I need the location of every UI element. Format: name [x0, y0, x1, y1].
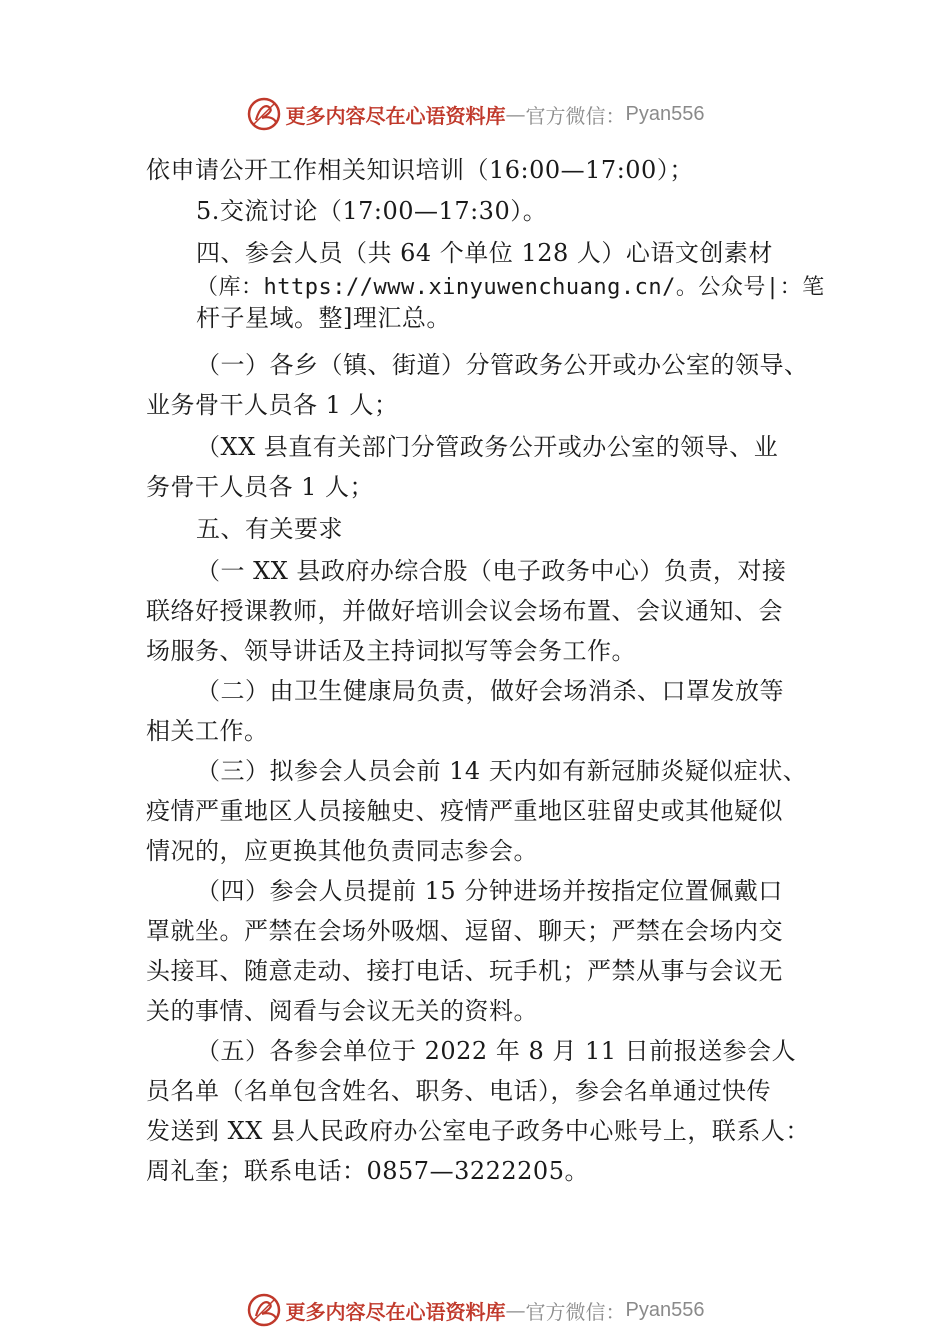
body-line: 罩就坐。严禁在会场外吸烟、逗留、聊天；严禁在会场内交 — [146, 917, 783, 945]
body-line: 头接耳、随意走动、接打电话、玩手机；严禁从事与会议无 — [146, 957, 783, 985]
body-line: （二）由卫生健康局负责，做好会场消杀、口罩发放等 — [196, 677, 784, 705]
body-line: 周礼奎；联系电话：0857—3222205。 — [146, 1157, 589, 1185]
header-banner — [0, 94, 950, 134]
header-separator: — — [505, 102, 526, 126]
body-line: 务骨干人员各 1 人； — [146, 473, 375, 501]
footer-brand: 更多内容尽在心语资料库 — [285, 1299, 506, 1324]
signature-logo-icon — [246, 1292, 282, 1328]
body-line: 情况的，应更换其他负责同志参会。 — [146, 837, 538, 865]
body-line: （库：https://www.xinyuwenchuang.cn/。公众号|：笔 — [196, 275, 825, 300]
body-line: 5.交流讨论（17:00—17:30）。 — [196, 197, 548, 225]
body-line: 相关工作。 — [146, 717, 269, 745]
document-body — [146, 150, 825, 1191]
body-line: 杆子星域。整]理汇总。 — [196, 304, 451, 332]
section-heading: 五、有关要求 — [196, 515, 343, 543]
footer-wechat-id: Pyan556 — [625, 1298, 705, 1321]
body-line: （五）各参会单位于 2022 年 8 月 11 日前报送参会人 — [196, 1037, 797, 1065]
signature-logo-icon — [246, 96, 282, 132]
body-line: 关的事情、阅看与会议无关的资料。 — [146, 997, 538, 1025]
body-line: （三）拟参会人员会前 14 天内如有新冠肺炎疑似症状、 — [196, 757, 808, 785]
footer-separator: — — [505, 1298, 526, 1322]
body-line: 员名单（名单包含姓名、职务、电话），参会名单通过快传 — [146, 1077, 771, 1105]
body-line: （一 XX 县政府办综合股（电子政务中心）负责，对接 — [196, 557, 787, 585]
body-line: 依申请公开工作相关知识培训（16:00—17:00）； — [146, 156, 694, 184]
body-line: 四、参会人员（共 64 个单位 128 人）心语文创素材 — [196, 239, 773, 267]
header-tail: 官方微信： — [525, 103, 626, 128]
body-line: （一）各乡（镇、街道）分管政务公开或办公室的领导、 — [196, 351, 809, 379]
footer-tail: 官方微信： — [525, 1299, 626, 1324]
body-line: 场服务、领导讲话及主持词拟写等会务工作。 — [146, 637, 636, 665]
footer-banner — [0, 1290, 950, 1330]
header-wechat-id: Pyan556 — [625, 102, 705, 125]
header-brand: 更多内容尽在心语资料库 — [285, 103, 506, 128]
body-line: （XX 县直有关部门分管政务公开或办公室的领导、业 — [196, 433, 779, 461]
body-line: 疫情严重地区人员接触史、疫情严重地区驻留史或其他疑似 — [146, 797, 783, 825]
body-line: 联络好授课教师，并做好培训会议会场布置、会议通知、会 — [146, 597, 783, 625]
body-line: 发送到 XX 县人民政府办公室电子政务中心账号上，联系人： — [146, 1117, 810, 1145]
body-line: （四）参会人员提前 15 分钟进场并按指定位置佩戴口 — [196, 877, 783, 905]
body-line: 业务骨干人员各 1 人； — [146, 391, 399, 419]
